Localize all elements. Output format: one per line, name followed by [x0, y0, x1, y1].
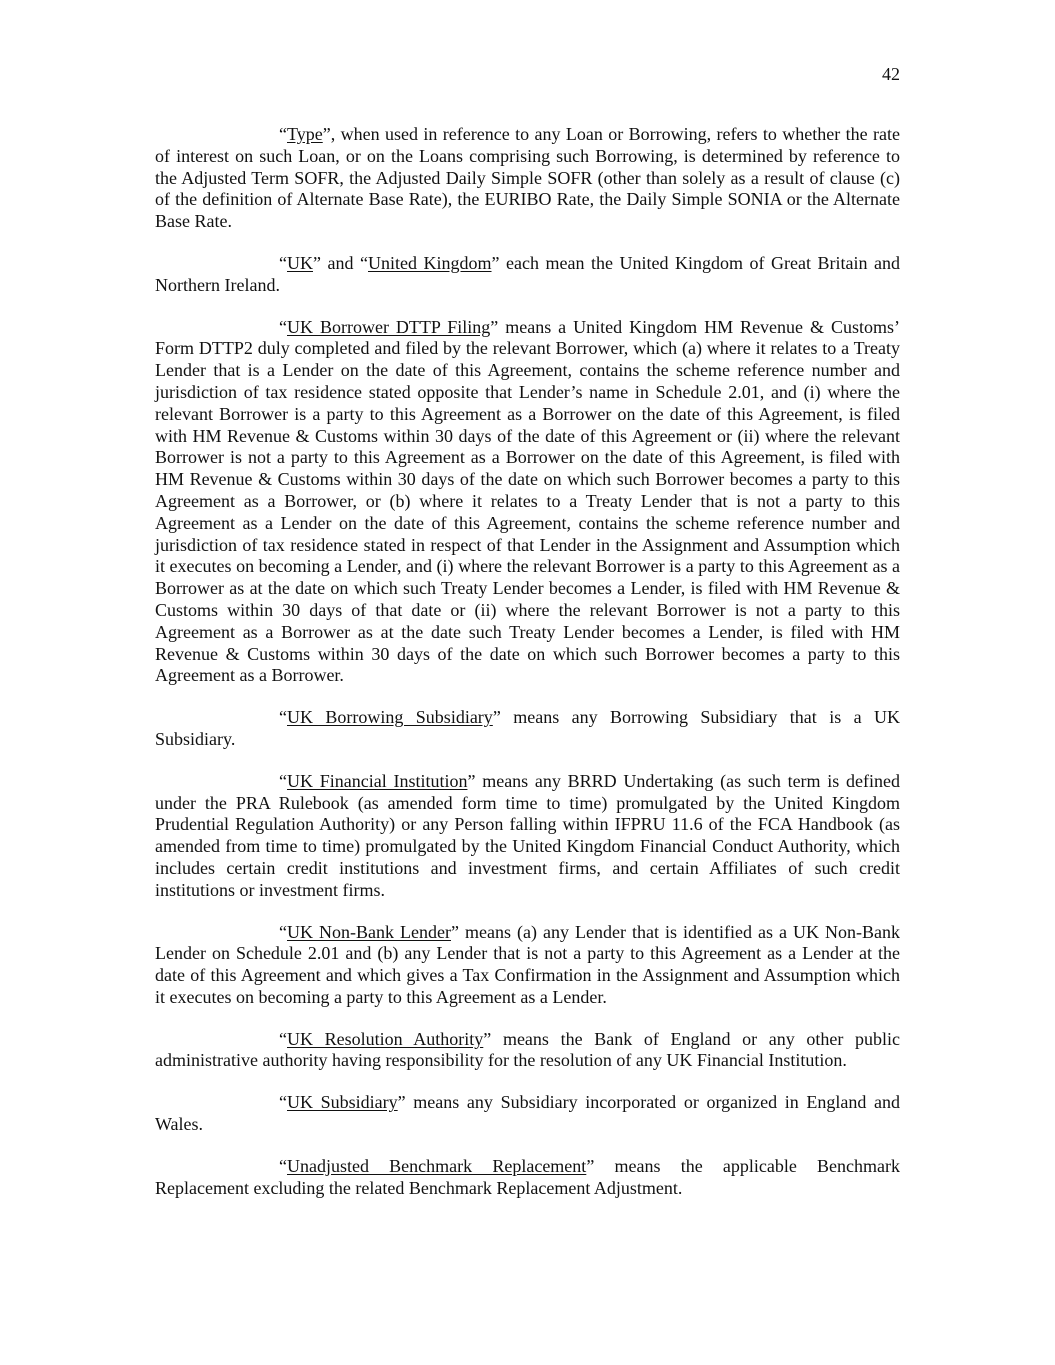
- close-quote: ”: [490, 316, 499, 337]
- definition-text: means (a) any Lender that is identified as a UK Non-Bank Lender on Schedule 2.01 and (b) any Lender that is not a party to this Agreement as a Lender at the date of this Agreement and which gives a Tax Confirmation in the Assignment and Assumption which it executes on becoming a party to this Agreement as a Lender.: [155, 921, 900, 1007]
- close-quote: ”: [467, 770, 476, 791]
- definition-uk-subsidiary: [155, 1092, 900, 1136]
- definitions-section: [155, 124, 900, 1219]
- open-quote: “: [279, 316, 287, 337]
- definition-text: each mean the United Kingdom of Great Britain and Northern Ireland.: [155, 252, 900, 295]
- defined-term: UK Non-Bank Lender: [287, 921, 451, 942]
- defined-term: Type: [287, 124, 323, 144]
- defined-term: Unadjusted Benchmark Replacement: [287, 1155, 587, 1176]
- open-quote: “: [279, 252, 287, 273]
- close-quote: ”: [483, 1028, 492, 1049]
- definition-type: [155, 124, 900, 233]
- definition-text: means any Subsidiary incorporated or organized in England and Wales.: [155, 1092, 901, 1135]
- close-quote: ”: [397, 1092, 406, 1113]
- definition-uk-resolution-authority: [155, 1029, 900, 1073]
- defined-term: UK Borrowing Subsidiary: [287, 707, 493, 728]
- open-quote: “: [279, 1092, 287, 1113]
- definition-text: means any Borrowing Subsidiary that is a UK Subsidiary.: [155, 707, 901, 749]
- open-quote: “: [279, 921, 287, 942]
- defined-term: UK: [287, 252, 313, 273]
- definition-text: means any BRRD Undertaking (as such term is defined under the PRA Rulebook (as amended form time to time) promulgated by the United Kingdom Prudential Regulation Authority) or any Person falling within IFPRU 11.6 of the FCA Handbook (as amended from time to time) promulgated by the United Kingdom Financial Conduct Authority, which includes certain credit institutions and investment firms, and certain Affiliates of such credit institutions or investment firms.: [155, 770, 901, 900]
- open-quote: “: [279, 1028, 287, 1049]
- close-quote: ”: [586, 1155, 595, 1176]
- open-quote: “: [279, 124, 287, 144]
- definition-uk: [155, 253, 900, 297]
- definition-uk-borrowing-subsidiary: [155, 707, 900, 751]
- definition-uk-non-bank-lender: [155, 922, 900, 1009]
- definition-unadjusted-benchmark-replacement: [155, 1156, 900, 1200]
- close-quote: ”: [491, 252, 500, 273]
- defined-term-secondary: United Kingdom: [368, 252, 492, 273]
- page-number: 42: [882, 64, 900, 84]
- defined-term: UK Financial Institution: [287, 770, 468, 791]
- close-quote: ”: [450, 921, 459, 942]
- definition-text: means the applicable Benchmark Replacement excluding the related Benchmark Replacement Adjustment.: [155, 1155, 900, 1198]
- definition-uk-borrower-dttp-filing: [155, 317, 900, 688]
- open-quote: “: [279, 770, 287, 791]
- defined-term: UK Subsidiary: [287, 1092, 398, 1113]
- definition-text: , when used in reference to any Loan or Borrowing, refers to whether the rate of interest on such Loan, or on the Loans comprising such Borrowing, is determined by reference to the Adjusted Term SOFR, the Adjusted Daily Simple SOFR (other than solely as a result of clause (c) of the definition of Alternate Base Rate), the EURIBO Rate, the Daily Simple SONIA or the Alternate Base Rate.: [155, 124, 900, 232]
- definition-text: means the Bank of England or any other public administrative authority having responsibility for the resolution of any UK Financial Institution.: [155, 1028, 900, 1071]
- open-quote: “: [279, 1155, 287, 1176]
- close-quote: ”: [492, 707, 501, 728]
- definition-text: means a United Kingdom HM Revenue & Customs’ Form DTTP2 duly completed and filed by the relevant Borrower, which (a) where it relates to a Treaty Lender that is a Lender on the date of this Agreement, contains the scheme reference number and jurisdiction of tax residence stated opposite that Lender’s name in Schedule 2.01, and (i) where the relevant Borrower is a party to this Agreement as a Borrower on the date of this Agreement, is filed with HM Revenue & Customs within 30 days of the date of this Agreement or (ii) where the relevant Borrower is not a party to this Agreement as a Borrower on the date of this Agreement, is filed with HM Revenue & Customs within 30 days of the date on which such Borrower becomes a party to this Agreement as a Borrower, or (b) where it relates to a Treaty Lender that is not a party to this Agreement as a Lender on the date of this Agreement, contains the scheme reference number and jurisdiction of tax residence stated in respect of that Lender in the Assignment and Assumption which it executes on becoming a Lender, and (i) where the relevant Borrower is a party to this Agreement as a Borrower as at the date on which such Treaty Lender becomes a Lender, is filed with HM Revenue & Customs within 30 days of that date or (ii) where the relevant Borrower is not a party to this Agreement as a Borrower as at the date such Treaty Lender becomes a Lender, is filed with HM Revenue & Customs within 30 days of the date on which such Borrower becomes a party to this Agreement as a Borrower.: [155, 316, 900, 686]
- close-quote: ”: [322, 124, 331, 144]
- defined-term: UK Borrower DTTP Filing: [287, 316, 491, 337]
- definition-uk-financial-institution: [155, 771, 900, 902]
- open-quote: “: [279, 707, 287, 728]
- defined-term: UK Resolution Authority: [287, 1028, 484, 1049]
- joining-quote: ” and “: [313, 252, 368, 273]
